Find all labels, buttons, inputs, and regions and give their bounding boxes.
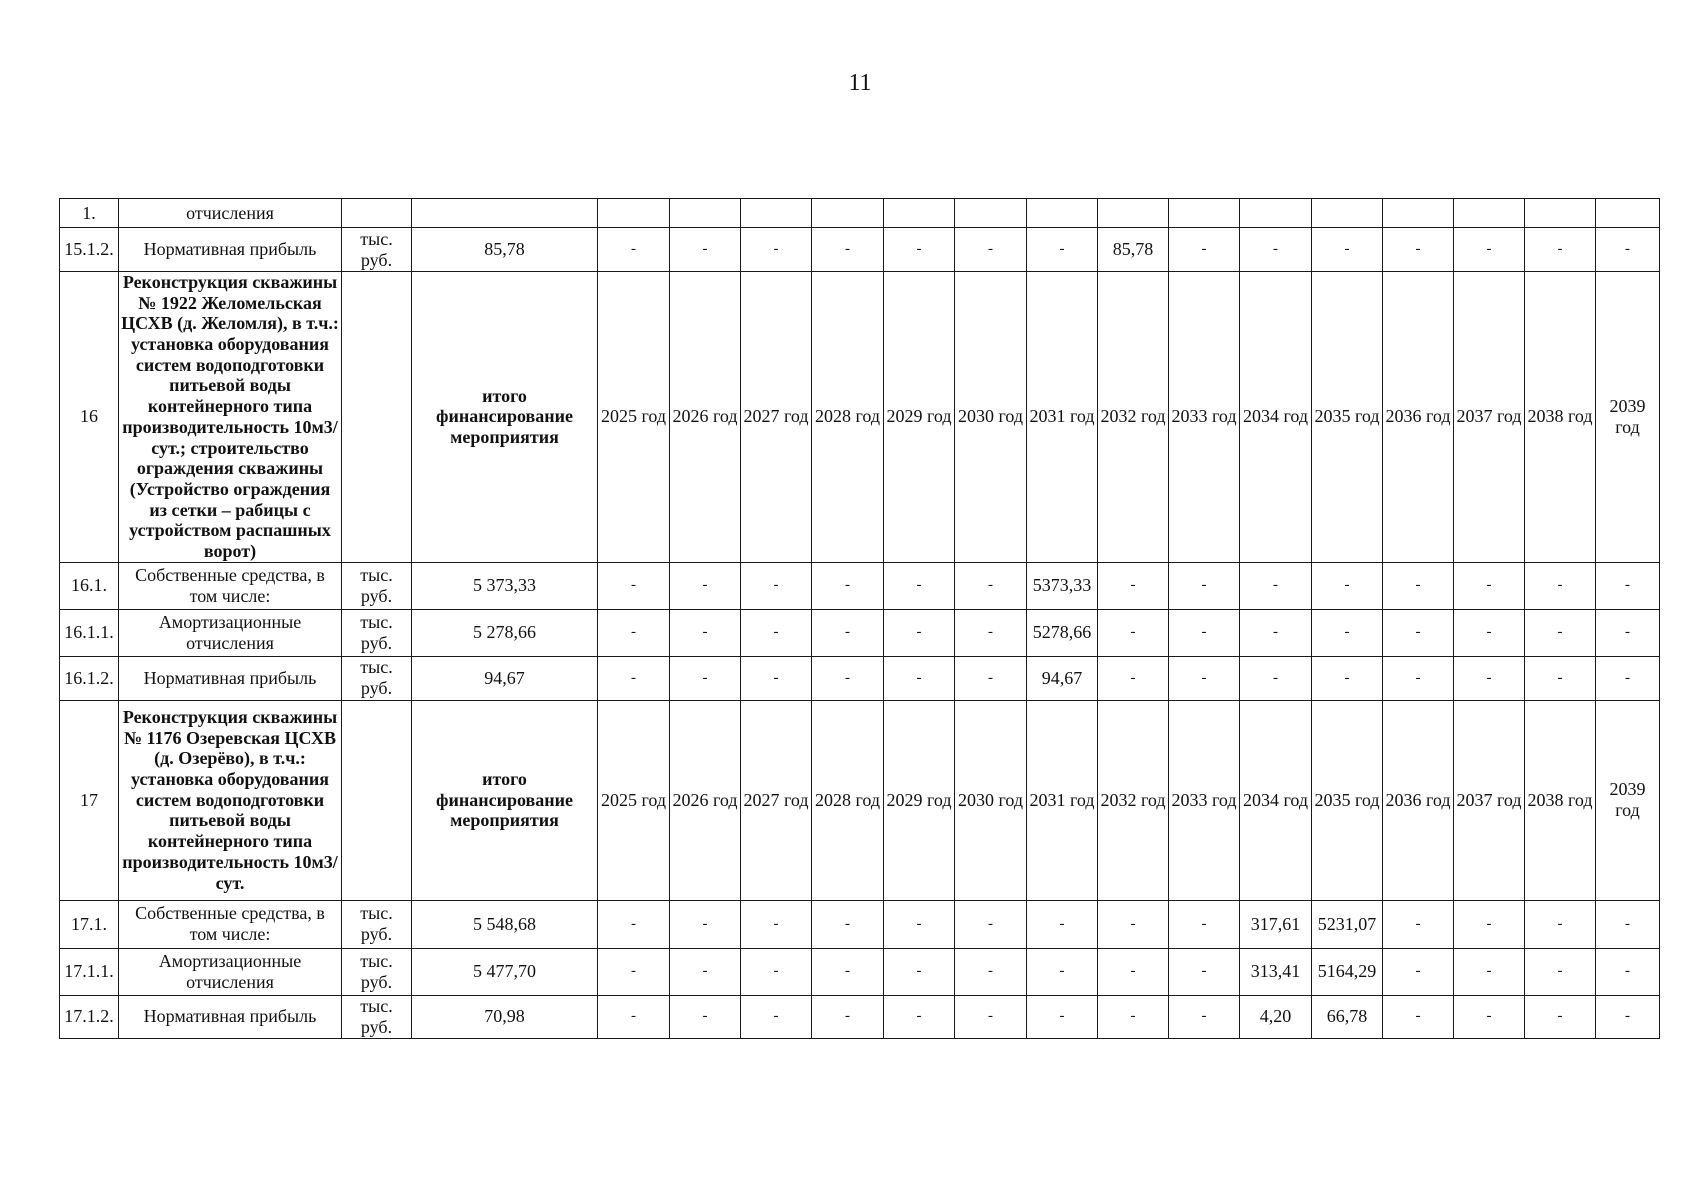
empty-value-cell: - [1525,995,1596,1038]
value-cell: 66,78 [1312,995,1383,1038]
empty-value-cell: - [812,228,884,272]
empty-value-cell: - [1027,900,1098,948]
table-row [60,228,1660,272]
year-header-cell: 2027 год [741,700,812,900]
empty-value-cell: - [1596,900,1660,948]
unit-cell: тыс. руб. [342,656,412,700]
project-name-cell: Реконструкция скважины № 1176 Озеревская ЦСХВ (д. Озерёво), в т.ч.: установка оборудования систем водоподготовки питьевой воды контейнерного типа производительность 10м3/сут. [119,700,342,900]
year-header-cell: 2026 год [670,700,741,900]
empty-value-cell: - [1312,656,1383,700]
year-header-cell: 2037 год [1454,700,1525,900]
row-number-cell: 17.1.2. [60,995,119,1038]
unit-cell: тыс. руб. [342,995,412,1038]
empty-value-cell: - [1596,656,1660,700]
row-number-cell: 17.1. [60,900,119,948]
empty-value-cell: - [1169,609,1240,656]
unit-cell [342,700,412,900]
value-cell: 5231,07 [1312,900,1383,948]
empty-value-cell: - [1454,900,1525,948]
year-header-cell: 2029 год [884,272,955,563]
empty-value-cell: - [812,995,884,1038]
empty-value-cell [1596,199,1660,228]
empty-value-cell: - [1383,562,1454,609]
empty-value-cell: - [741,995,812,1038]
total-value-cell: 5 548,68 [412,900,598,948]
year-header-cell: 2027 год [741,272,812,563]
year-header-cell: 2028 год [812,272,884,563]
empty-value-cell [670,199,741,228]
empty-value-cell: - [598,228,670,272]
empty-value-cell: - [1525,228,1596,272]
empty-value-cell [1240,199,1312,228]
value-cell: 94,67 [1027,656,1098,700]
unit-cell: тыс. руб. [342,562,412,609]
empty-value-cell: - [1454,609,1525,656]
empty-value-cell: - [598,948,670,995]
year-header-cell: 2035 год [1312,272,1383,563]
empty-value-cell: - [1098,948,1169,995]
table-row [60,948,1660,995]
empty-value-cell: - [955,995,1027,1038]
financing-table [59,198,1660,1039]
empty-value-cell: - [1454,656,1525,700]
unit-cell [342,272,412,563]
empty-value-cell: - [955,656,1027,700]
empty-value-cell: - [1169,948,1240,995]
empty-value-cell: - [670,228,741,272]
year-header-cell: 2033 год [1169,272,1240,563]
unit-cell: тыс. руб. [342,948,412,995]
year-header-cell: 2028 год [812,700,884,900]
item-name-cell: Нормативная прибыль [119,656,342,700]
empty-value-cell: - [598,900,670,948]
empty-value-cell: - [670,656,741,700]
total-value-cell: 70,98 [412,995,598,1038]
unit-cell: тыс. руб. [342,609,412,656]
empty-value-cell: - [1525,656,1596,700]
empty-value-cell: - [1312,609,1383,656]
year-header-cell: 2034 год [1240,272,1312,563]
table-row [60,562,1660,609]
project-name-cell: Реконструкция скважины № 1922 Желомельская ЦСХВ (д. Желомля), в т.ч.: установка оборудования систем водоподготовки питьевой воды контейнерного типа производительность 10м3/сут.; строительство ограждения скважины (Устройство ограждения из сетки – рабицы с устройством распашных ворот) [119,272,342,563]
empty-value-cell: - [1098,609,1169,656]
year-header-cell: 2030 год [955,272,1027,563]
row-number-cell: 15.1.2. [60,228,119,272]
empty-value-cell: - [670,609,741,656]
empty-value-cell: - [884,228,955,272]
row-number-cell: 1. [60,199,119,228]
row-number-cell: 16.1.2. [60,656,119,700]
year-header-cell: 2035 год [1312,700,1383,900]
empty-value-cell: - [741,609,812,656]
empty-value-cell: - [812,609,884,656]
value-cell: 85,78 [1098,228,1169,272]
unit-cell: тыс. руб. [342,228,412,272]
empty-value-cell: - [955,562,1027,609]
empty-value-cell: - [1596,995,1660,1038]
year-header-cell: 2039 год [1596,272,1660,563]
empty-value-cell: - [1383,228,1454,272]
empty-value-cell: - [955,948,1027,995]
empty-value-cell: - [1596,562,1660,609]
unit-cell: тыс. руб. [342,900,412,948]
empty-value-cell: - [670,995,741,1038]
year-header-cell: 2032 год [1098,700,1169,900]
empty-value-cell: - [1240,656,1312,700]
empty-value-cell: - [1027,995,1098,1038]
empty-value-cell: - [1098,562,1169,609]
year-header-cell: 2036 год [1383,272,1454,563]
table-body [60,199,1660,1039]
year-header-cell: 2030 год [955,700,1027,900]
year-header-cell: 2029 год [884,700,955,900]
table-row [60,656,1660,700]
empty-value-cell: - [884,562,955,609]
value-cell: 5164,29 [1312,948,1383,995]
empty-value-cell: - [955,228,1027,272]
item-name-cell: Нормативная прибыль [119,995,342,1038]
empty-value-cell: - [884,656,955,700]
empty-value-cell: - [1312,562,1383,609]
empty-value-cell [1383,199,1454,228]
empty-value-cell: - [1169,995,1240,1038]
empty-value-cell: - [884,900,955,948]
empty-value-cell: - [741,656,812,700]
row-number-cell: 16.1. [60,562,119,609]
year-header-cell: 2031 год [1027,272,1098,563]
empty-value-cell: - [1098,900,1169,948]
empty-value-cell: - [1383,948,1454,995]
total-value-cell: 5 373,33 [412,562,598,609]
item-name-cell: Собственные средства, в том числе: [119,900,342,948]
empty-value-cell [1169,199,1240,228]
total-label-cell: итого финансирование мероприятия [412,272,598,563]
row-number-cell: 17.1.1. [60,948,119,995]
empty-value-cell: - [1525,900,1596,948]
empty-value-cell: - [812,656,884,700]
empty-value-cell: - [1525,948,1596,995]
empty-value-cell: - [1098,656,1169,700]
empty-value-cell: - [1383,995,1454,1038]
empty-value-cell: - [1169,562,1240,609]
empty-value-cell [1098,199,1169,228]
empty-value-cell: - [1454,228,1525,272]
year-header-cell: 2038 год [1525,272,1596,563]
value-cell: 313,41 [1240,948,1312,995]
item-name-cell: Нормативная прибыль [119,228,342,272]
project-header-row [60,700,1660,900]
item-name-cell: отчисления [119,199,342,228]
empty-value-cell: - [1383,900,1454,948]
empty-value-cell: - [812,562,884,609]
empty-value-cell: - [670,562,741,609]
year-header-cell: 2033 год [1169,700,1240,900]
empty-value-cell [1312,199,1383,228]
empty-value-cell: - [1596,228,1660,272]
table-row [60,995,1660,1038]
table-row [60,199,1660,228]
year-header-cell: 2032 год [1098,272,1169,563]
empty-value-cell [598,199,670,228]
empty-value-cell: - [741,228,812,272]
table-row [60,609,1660,656]
empty-value-cell: - [741,562,812,609]
empty-value-cell: - [1454,995,1525,1038]
empty-value-cell [812,199,884,228]
empty-value-cell: - [1383,656,1454,700]
empty-value-cell: - [1240,562,1312,609]
empty-value-cell: - [1454,562,1525,609]
year-header-cell: 2039 год [1596,700,1660,900]
empty-value-cell: - [884,995,955,1038]
year-header-cell: 2037 год [1454,272,1525,563]
total-value-cell: 85,78 [412,228,598,272]
row-number-cell: 17 [60,700,119,900]
empty-value-cell: - [1525,609,1596,656]
total-label-cell: итого финансирование мероприятия [412,700,598,900]
empty-value-cell: - [598,562,670,609]
year-header-cell: 2026 год [670,272,741,563]
empty-value-cell: - [741,900,812,948]
row-number-cell: 16 [60,272,119,563]
empty-value-cell: - [1383,609,1454,656]
empty-value-cell: - [955,609,1027,656]
value-cell: 5278,66 [1027,609,1098,656]
empty-value-cell: - [1098,995,1169,1038]
empty-value-cell: - [1596,948,1660,995]
empty-value-cell: - [670,900,741,948]
unit-cell [342,199,412,228]
empty-value-cell: - [741,948,812,995]
empty-value-cell: - [598,609,670,656]
empty-value-cell [884,199,955,228]
empty-value-cell [1525,199,1596,228]
empty-value-cell: - [598,995,670,1038]
empty-value-cell: - [1169,656,1240,700]
total-value-cell: 5 278,66 [412,609,598,656]
total-value-cell: 94,67 [412,656,598,700]
empty-value-cell: - [884,609,955,656]
item-name-cell: Амортизационные отчисления [119,948,342,995]
empty-value-cell: - [1169,228,1240,272]
empty-value-cell: - [1312,228,1383,272]
item-name-cell: Амортизационные отчисления [119,609,342,656]
empty-value-cell: - [884,948,955,995]
project-header-row [60,272,1660,563]
empty-value-cell: - [1027,948,1098,995]
empty-value-cell [741,199,812,228]
value-cell: 317,61 [1240,900,1312,948]
empty-value-cell: - [1596,609,1660,656]
empty-value-cell: - [812,948,884,995]
year-header-cell: 2025 год [598,700,670,900]
value-cell: 5373,33 [1027,562,1098,609]
empty-value-cell: - [1027,228,1098,272]
year-header-cell: 2025 год [598,272,670,563]
year-header-cell: 2031 год [1027,700,1098,900]
value-cell: 4,20 [1240,995,1312,1038]
empty-value-cell [1027,199,1098,228]
empty-value-cell: - [1240,228,1312,272]
page-number: 11 [848,70,872,96]
empty-value-cell: - [670,948,741,995]
empty-value-cell: - [1169,900,1240,948]
empty-value-cell [1454,199,1525,228]
empty-value-cell: - [1525,562,1596,609]
year-header-cell: 2038 год [1525,700,1596,900]
empty-value-cell: - [955,900,1027,948]
item-name-cell: Собственные средства, в том числе: [119,562,342,609]
year-header-cell: 2036 год [1383,700,1454,900]
empty-value-cell: - [812,900,884,948]
empty-value-cell: - [1240,609,1312,656]
empty-value-cell: - [1454,948,1525,995]
empty-value-cell: - [598,656,670,700]
table-row [60,900,1660,948]
total-value-cell [412,199,598,228]
total-value-cell: 5 477,70 [412,948,598,995]
empty-value-cell [955,199,1027,228]
row-number-cell: 16.1.1. [60,609,119,656]
year-header-cell: 2034 год [1240,700,1312,900]
